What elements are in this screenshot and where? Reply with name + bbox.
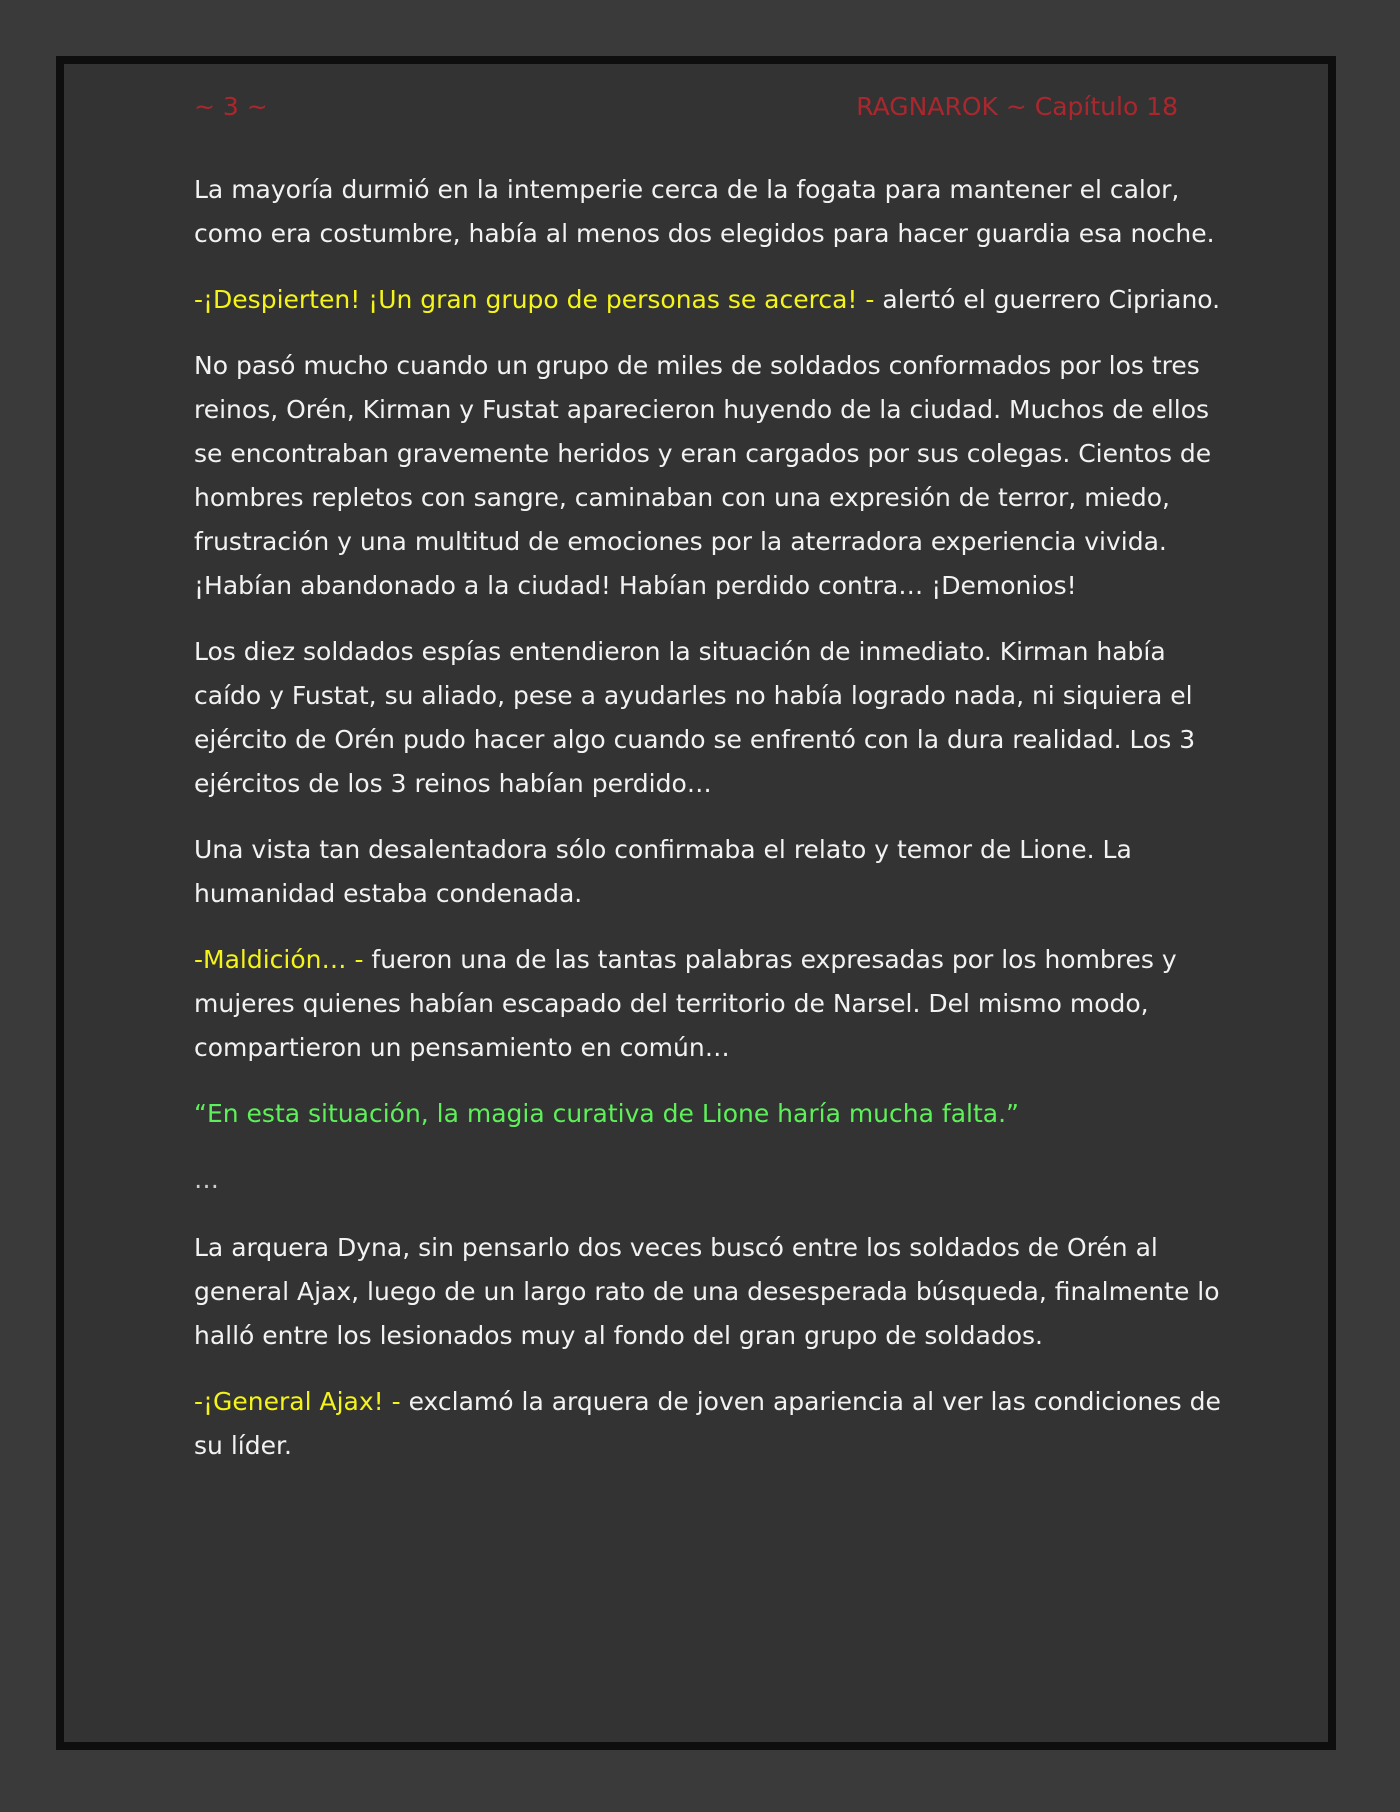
paragraph-5: Una vista tan desalentadora sólo confirmaba el relato y temor de Lione. La humanidad estaba condenada. <box>194 835 1132 908</box>
dialogue-general-ajax: -¡General Ajax! - <box>194 1387 401 1416</box>
dialogue-despierten: -¡Despierten! ¡Un gran grupo de personas se acerca! - <box>194 285 875 314</box>
page-header <box>194 92 1178 132</box>
paragraph-1: La mayoría durmió en la intemperie cerca de la fogata para mantener el calor, como era costumbre, había al menos dos elegidos para hacer guardia esa noche. <box>194 175 1215 248</box>
page-content <box>194 168 1224 1490</box>
narration-ajax: exclamó la arquera de joven apariencia al ver las condiciones de su líder. <box>194 1387 1221 1460</box>
thought-lione: “En esta situación, la magia curativa de Lione haría mucha falta.” <box>194 1099 1019 1128</box>
dialogue-maldicion: -Maldición… - <box>194 945 364 974</box>
page-number: ~ 3 ~ <box>194 92 268 121</box>
paragraph-3: No pasó mucho cuando un grupo de miles de soldados conformados por los tres reinos, Orén, Kirman y Fustat aparecieron huyendo de la ciudad. Muchos de ellos se encontraban gravemente heridos y eran cargados por sus colegas. Cientos de hombres repletos con sangre, caminaban con una expresión de terror, miedo, frustración y una multitud de emociones por la aterradora experiencia vivida. ¡Habían abandonado a la ciudad! Habían perdido contra… ¡Demonios! <box>194 351 1212 600</box>
narration-cipriano: alertó el guerrero Cipriano. <box>874 285 1221 314</box>
paragraph-2 <box>194 278 1224 322</box>
narration-maldicion: fueron una de las tantas palabras expresadas por los hombres y mujeres quienes habían escapado del territorio de Narsel. Del mismo modo, compartieron un pensamiento en común… <box>194 945 1177 1062</box>
scene-break-ellipsis: … <box>194 1165 219 1194</box>
paragraph-4: Los diez soldados espías entendieron la situación de inmediato. Kirman había caído y Fustat, su aliado, pese a ayudarles no había logrado nada, ni siquiera el ejército de Orén pudo hacer algo cuando se enfrentó con la dura realidad. Los 3 ejércitos de los 3 reinos habían perdido… <box>194 637 1196 798</box>
paragraph-10 <box>194 1380 1224 1468</box>
paragraph-6 <box>194 938 1224 1070</box>
paragraph-9: La arquera Dyna, sin pensarlo dos veces buscó entre los soldados de Orén al general Ajax, luego de un largo rato de una desesperada búsqueda, finalmente lo halló entre los lesionados muy al fondo del gran grupo de soldados. <box>194 1233 1220 1350</box>
chapter-title: RAGNAROK ~ Capítulo 18 <box>856 92 1178 121</box>
page-frame <box>56 56 1336 1750</box>
